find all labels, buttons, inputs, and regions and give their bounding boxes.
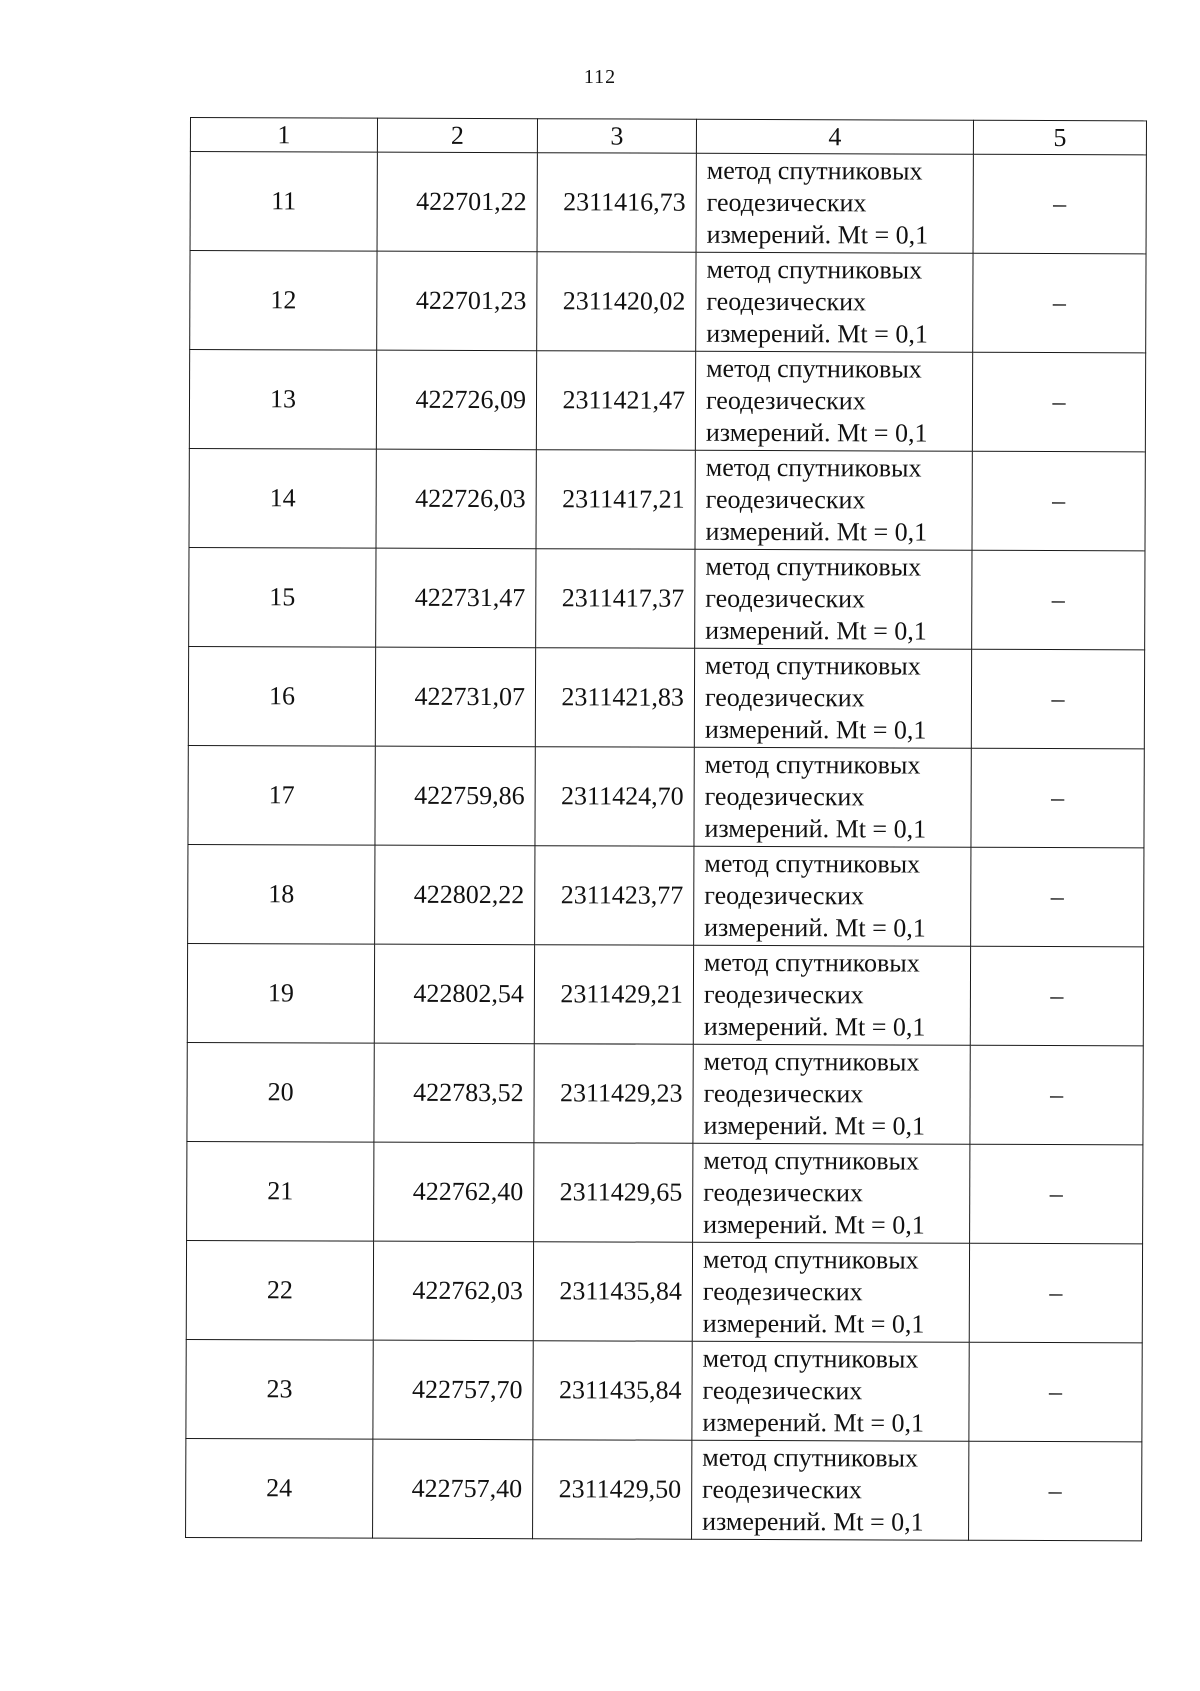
point-number-cell: 18 [188, 844, 375, 944]
method-cell [693, 1143, 970, 1243]
method-cell [693, 945, 970, 1045]
x-coordinate-cell: 422802,54 [374, 944, 534, 1044]
method-line: геодезических [705, 385, 866, 416]
table-row [188, 646, 1144, 748]
note-cell: – [970, 1144, 1143, 1244]
method-line: измерений. Mt = 0,1 [705, 417, 928, 448]
point-number-cell: 14 [189, 448, 376, 548]
y-coordinate-cell: 2311423,77 [535, 846, 694, 946]
method-line: геодезических [705, 484, 866, 515]
method-line: геодезических [704, 682, 865, 713]
x-coordinate-cell: 422726,03 [376, 449, 536, 549]
note-cell: – [973, 253, 1146, 353]
table-row [187, 1141, 1143, 1243]
method-line: геодезических [706, 286, 867, 317]
method-line: геодезических [703, 1078, 864, 1109]
method-line: геодезических [702, 1474, 862, 1505]
table-header [190, 118, 1146, 155]
note-cell: – [972, 451, 1145, 551]
method-line: геодезических [702, 1276, 863, 1307]
note-cell: – [971, 847, 1144, 947]
method-cell [694, 846, 971, 946]
note-cell: – [972, 550, 1145, 650]
method-line: измерений. Mt = 0,1 [703, 1011, 926, 1042]
method-line: метод спутниковых [703, 1145, 920, 1176]
method-line: измерений. Mt = 0,1 [706, 318, 928, 349]
method-cell [695, 450, 972, 550]
coordinates-table [185, 117, 1147, 1541]
method-cell [692, 1242, 969, 1342]
table-row [188, 844, 1144, 946]
method-line: измерений. Mt = 0,1 [704, 912, 926, 943]
method-line: метод спутниковых [706, 155, 923, 186]
method-line: геодезических [704, 781, 865, 812]
method-line: метод спутниковых [703, 1046, 920, 1077]
table-row [189, 448, 1145, 550]
method-line: геодезических [706, 187, 867, 218]
note-cell: – [970, 946, 1143, 1046]
note-cell: – [973, 154, 1146, 254]
y-coordinate-cell: 2311435,84 [533, 1242, 692, 1342]
point-number-cell: 15 [189, 547, 376, 647]
point-number-cell: 21 [187, 1141, 374, 1241]
method-line: измерений. Mt = 0,1 [702, 1308, 925, 1339]
method-line: метод спутниковых [706, 254, 923, 285]
header-row [190, 118, 1146, 155]
note-cell: – [971, 748, 1144, 848]
x-coordinate-cell: 422731,47 [376, 548, 536, 648]
method-cell [695, 549, 972, 649]
point-number-cell: 23 [186, 1339, 373, 1439]
y-coordinate-cell: 2311429,23 [534, 1044, 693, 1144]
table-row [188, 745, 1144, 847]
method-line: измерений. Mt = 0,1 [702, 1506, 924, 1537]
method-cell [694, 648, 971, 748]
method-line: метод спутниковых [704, 947, 920, 978]
y-coordinate-cell: 2311429,50 [533, 1440, 692, 1540]
y-coordinate-cell: 2311435,84 [533, 1341, 692, 1441]
y-coordinate-cell: 2311429,65 [534, 1143, 693, 1243]
method-cell [693, 1044, 970, 1144]
y-coordinate-cell: 2311417,37 [536, 549, 695, 649]
method-cell [692, 1440, 969, 1540]
y-coordinate-cell: 2311424,70 [535, 747, 694, 847]
method-cell [692, 1341, 969, 1441]
header-cell-4: 4 [696, 119, 973, 154]
header-cell-1: 1 [190, 118, 377, 153]
y-coordinate-cell: 2311429,21 [534, 945, 693, 1045]
x-coordinate-cell: 422759,86 [375, 746, 535, 846]
y-coordinate-cell: 2311421,83 [535, 648, 694, 748]
point-number-cell: 22 [186, 1240, 373, 1340]
note-cell: – [969, 1243, 1142, 1343]
method-line: измерений. Mt = 0,1 [703, 1110, 926, 1141]
table-row [189, 350, 1145, 452]
table-row [186, 1438, 1142, 1540]
x-coordinate-cell: 422762,40 [374, 1142, 534, 1242]
point-number-cell: 24 [186, 1438, 373, 1538]
point-number-cell: 16 [188, 646, 375, 746]
method-line: измерений. Mt = 0,1 [702, 1407, 925, 1438]
method-line: метод спутниковых [702, 1442, 919, 1473]
method-line: геодезических [703, 979, 864, 1010]
method-line: измерений. Mt = 0,1 [703, 1209, 925, 1240]
point-number-cell: 11 [190, 152, 377, 252]
header-cell-2: 2 [377, 118, 537, 153]
x-coordinate-cell: 422802,22 [375, 845, 535, 945]
page-number: 112 [583, 66, 617, 88]
y-coordinate-cell: 2311417,21 [536, 450, 695, 550]
table-row [187, 1042, 1143, 1144]
method-line: метод спутниковых [702, 1343, 919, 1374]
note-cell: – [969, 1342, 1142, 1442]
method-line: метод спутниковых [705, 551, 922, 582]
method-line: метод спутниковых [705, 650, 921, 681]
note-cell: – [969, 1441, 1142, 1541]
x-coordinate-cell: 422701,22 [377, 152, 537, 252]
method-line: метод спутниковых [702, 1244, 919, 1275]
point-number-cell: 20 [187, 1042, 374, 1142]
method-cell [695, 351, 972, 451]
point-number-cell: 17 [188, 745, 375, 845]
x-coordinate-cell: 422757,70 [373, 1340, 533, 1440]
table-row [186, 1339, 1142, 1441]
method-line: геодезических [703, 1177, 864, 1208]
x-coordinate-cell: 422731,07 [375, 647, 535, 747]
method-line: измерений. Mt = 0,1 [705, 615, 927, 646]
point-number-cell: 19 [187, 943, 374, 1043]
note-cell: – [971, 649, 1144, 749]
table-row [189, 547, 1145, 649]
table-row [190, 251, 1146, 353]
x-coordinate-cell: 422726,09 [376, 350, 536, 450]
method-cell [696, 153, 973, 253]
method-line: геодезических [704, 880, 865, 911]
method-line: метод спутниковых [705, 452, 922, 483]
method-line: метод спутниковых [706, 353, 922, 384]
header-cell-3: 3 [537, 119, 696, 154]
method-line: измерений. Mt = 0,1 [704, 714, 927, 745]
method-cell [694, 747, 971, 847]
table-body [186, 152, 1147, 1541]
method-line: геодезических [705, 583, 866, 614]
x-coordinate-cell: 422701,23 [377, 251, 537, 351]
method-line: измерений. Mt = 0,1 [706, 219, 929, 250]
note-cell: – [970, 1045, 1143, 1145]
x-coordinate-cell: 422757,40 [373, 1439, 533, 1539]
note-cell: – [972, 352, 1145, 452]
header-cell-5: 5 [973, 120, 1146, 155]
y-coordinate-cell: 2311420,02 [537, 252, 696, 352]
y-coordinate-cell: 2311416,73 [537, 153, 696, 253]
x-coordinate-cell: 422762,03 [373, 1241, 533, 1341]
table-row [190, 152, 1146, 254]
method-line: геодезических [702, 1375, 863, 1406]
y-coordinate-cell: 2311421,47 [536, 351, 695, 451]
method-cell [696, 252, 973, 352]
table-row [186, 1240, 1142, 1342]
method-line: метод спутниковых [704, 848, 921, 879]
method-line: метод спутниковых [704, 749, 921, 780]
point-number-cell: 13 [189, 350, 376, 450]
table-row [187, 943, 1143, 1045]
point-number-cell: 12 [190, 251, 377, 351]
method-line: измерений. Mt = 0,1 [705, 516, 928, 547]
x-coordinate-cell: 422783,52 [374, 1043, 534, 1143]
method-line: измерений. Mt = 0,1 [704, 813, 927, 844]
